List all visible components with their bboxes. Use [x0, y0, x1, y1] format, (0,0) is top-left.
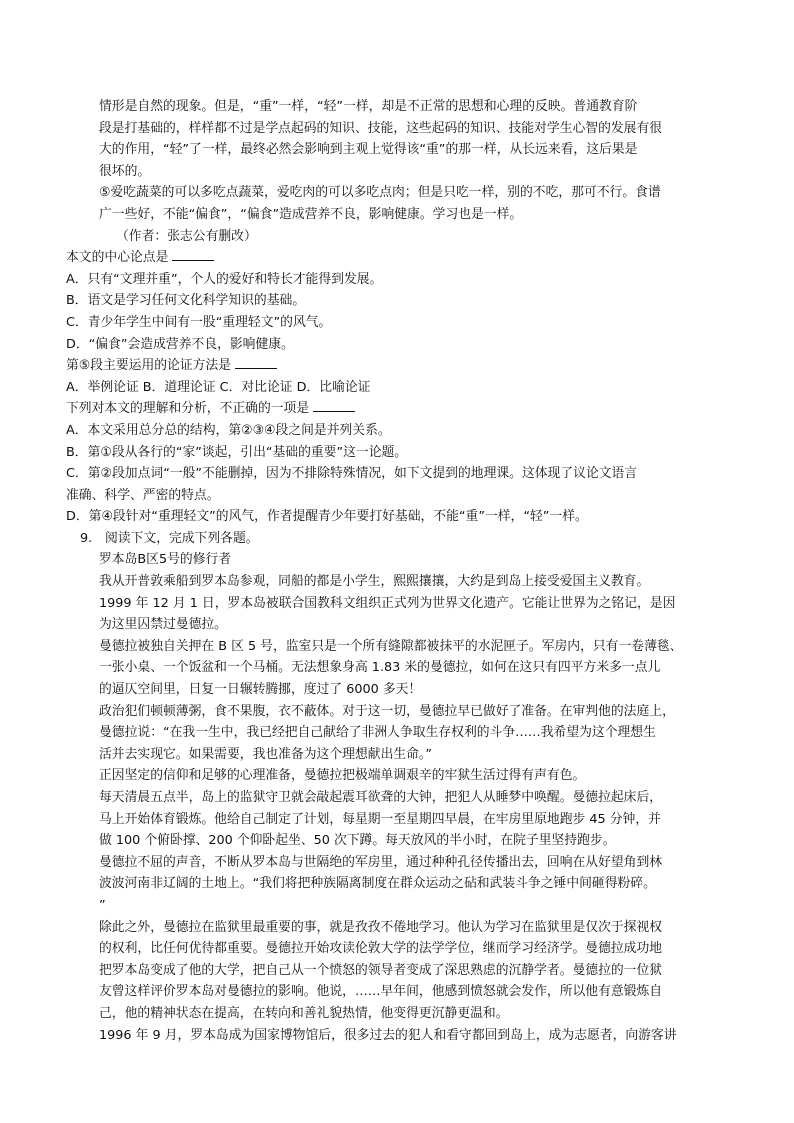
- option-line: A．只有“文理并重”，个人的爱好和特长才能得到发展。: [66, 271, 383, 287]
- exam-text: [0, 96, 794, 1046]
- article-line: 曼德拉被独自关押在 B 区 5 号，监室只是一个所有缝隙都被抹平的水泥匣子。军房内，只有一卷薄毯、: [99, 638, 683, 654]
- article-line: 己，他的精神状态在提高，在转向和善礼貌热情，他变得更沉静更温和。: [99, 1005, 509, 1021]
- article-line: 1999 年 12 月 1 日，罗本岛被联合国教科文组织正式列为世界文化遗产。它能让世界为之铭记，是因: [99, 595, 676, 611]
- question-stem: [0, 398, 794, 420]
- passage-line: 大的作用，“轻”了一样，最终必然会影响到主观上觉得该“重”的那一样，从长远来看，这后果是: [99, 142, 638, 158]
- option-line: B．语文是学习任何文化科学知识的基础。: [66, 293, 306, 309]
- article-line: 马上开始体育锻炼。他给自己制定了计划，每星期一至星期四早晨，在牢房里原地跑步 45 分钟，并: [99, 811, 661, 827]
- article-line: 一张小桌、一个饭盆和一个马桶。无法想象身高 1.83 米的曼德拉，如何在这只有四平方米多一点儿: [99, 660, 661, 676]
- article-line: 做 100 个俯卧撑、200 个仰卧起坐、50 次下蹲。每天放风的半小时，在院子里坚持跑步。: [99, 833, 616, 849]
- passage-line: 很坏的。: [99, 163, 151, 179]
- article-line: 波波河南非辽阔的土地上。“我们将把种族隔离制度在群众运动之砧和武装斗争之锤中间砸得粉碎。: [99, 876, 656, 892]
- answer-blank: [313, 399, 355, 412]
- q2-stem-text: 第⑤段主要运用的论证方法是: [66, 358, 232, 374]
- article-line: 曼德拉说：“在我一生中，我已经把自己献给了非洲人争取生存权利的斗争……我希望为这个理想生: [99, 725, 656, 741]
- article-line: 的权利，比任何优待都重要。曼德拉开始攻读伦敦大学的法学学位，继而学习经济学。曼德拉成功地: [99, 941, 663, 957]
- option-line: A．举例论证 B．道理论证 C．对比论证 D．比喻论证: [66, 379, 371, 395]
- article-line: 每天清晨五点半，岛上的监狱守卫就会敲起震耳欲聋的大钟，把犯人从睡梦中唤醒。曼德拉起床后，: [99, 790, 663, 805]
- article-line: 政治犯们顿顿薄粥，食不果腹，衣不蔽体。对于这一切，曼德拉早已做好了准备。在审判他的法庭上，: [99, 703, 675, 719]
- q1-stem-text: 本文的中心论点是: [66, 250, 169, 266]
- passage-line: 广一些好，不能“偏食”，“偏食”造成营养不良，影响健康。学习也是一样。: [99, 206, 523, 222]
- answer-blank: [235, 356, 277, 369]
- article-line: 活并去实现它。如果需要，我也准备为这个理想献出生命。”: [99, 746, 432, 762]
- author-note: （作者：张志公有删改）: [116, 228, 257, 244]
- article-line: 为这里囚禁过曼德拉。: [99, 617, 227, 633]
- article-line: 1996 年 9 月，罗本岛成为国家博物馆后，很多过去的犯人和看守都回到岛上，成为志愿者，向游客讲: [99, 1027, 677, 1043]
- article-line: 我从开普敦乘船到罗本岛参观，同船的都是小学生，熙熙攘攘，大约是到岛上接受爱国主义教育。: [99, 574, 650, 590]
- passage-line: ⑤爱吃蔬菜的可以多吃点蔬菜，爱吃肉的可以多吃点肉；但是只吃一样，别的不吃，那可不行。食谱: [99, 185, 661, 201]
- question-header: 9. 阅读下文，完成下列各题。: [80, 530, 259, 546]
- article-line: 除此之外，曼德拉在监狱里最重要的事，就是孜孜不倦地学习。他认为学习在监狱里是仅次于探视权: [99, 919, 663, 935]
- article-line: 正因坚定的信仰和足够的心理准备，曼德拉把极端单调艰辛的牢狱生活过得有声有色。: [99, 768, 586, 784]
- article-line: ”: [99, 897, 106, 913]
- article-line: 的逼仄空间里，日复一日辗转腾挪，度过了 6000 多天！: [99, 682, 422, 698]
- option-line: D．“偏食”会造成营养不良，影响健康。: [66, 336, 294, 352]
- option-line: A．本文采用总分总的结构，第②③④段之间是并列关系。: [66, 422, 391, 438]
- article-title: 罗本岛B区5号的修行者: [99, 552, 232, 568]
- option-line: D．第④段针对“重理轻文”的风气，作者提醒青少年要打好基础，不能“重”一样，“轻”一样。: [66, 509, 588, 525]
- article-line: 曼德拉不屈的声音，不断从罗本岛与世隔绝的军房里，通过种种孔径传播出去，回响在从好望角到林: [99, 854, 663, 870]
- article-line: 把罗本岛变成了他的大学，把自己从一个愤怒的领导者变成了深思熟虑的沉静学者。曼德拉的一位狱: [99, 962, 663, 978]
- passage-line: 段是打基础的，样样都不过是学点起码的知识、技能，这些起码的知识、技能对学生心智的发展有很: [99, 120, 663, 136]
- question-stem: [0, 355, 794, 377]
- option-line: 准确、科学、严密的特点。: [66, 487, 220, 503]
- option-line: C．青少年学生中间有一股“重理轻文”的风气。: [66, 314, 332, 330]
- answer-blank: [172, 248, 214, 261]
- article-line: 友曾这样评价罗本岛对曼德拉的影响。他说，……早年间，他感到愤怒就会发作，所以他有意锻炼自: [99, 984, 663, 1000]
- question-stem: [0, 247, 794, 269]
- option-line: C．第②段加点词“一般”不能删掉，因为不排除特殊情况，如下文提到的地理课。这体现了议论文语言: [66, 466, 638, 482]
- option-line: B．第①段从各行的“家”谈起，引出“基础的重要”这一论题。: [66, 444, 408, 460]
- q3-stem-text: 下列对本文的理解和分析，不正确的一项是: [66, 401, 310, 417]
- passage-line: 情形是自然的现象。但是，“重”一样，“轻”一样，却是不正常的思想和心理的反映。普通教育阶: [99, 99, 638, 114]
